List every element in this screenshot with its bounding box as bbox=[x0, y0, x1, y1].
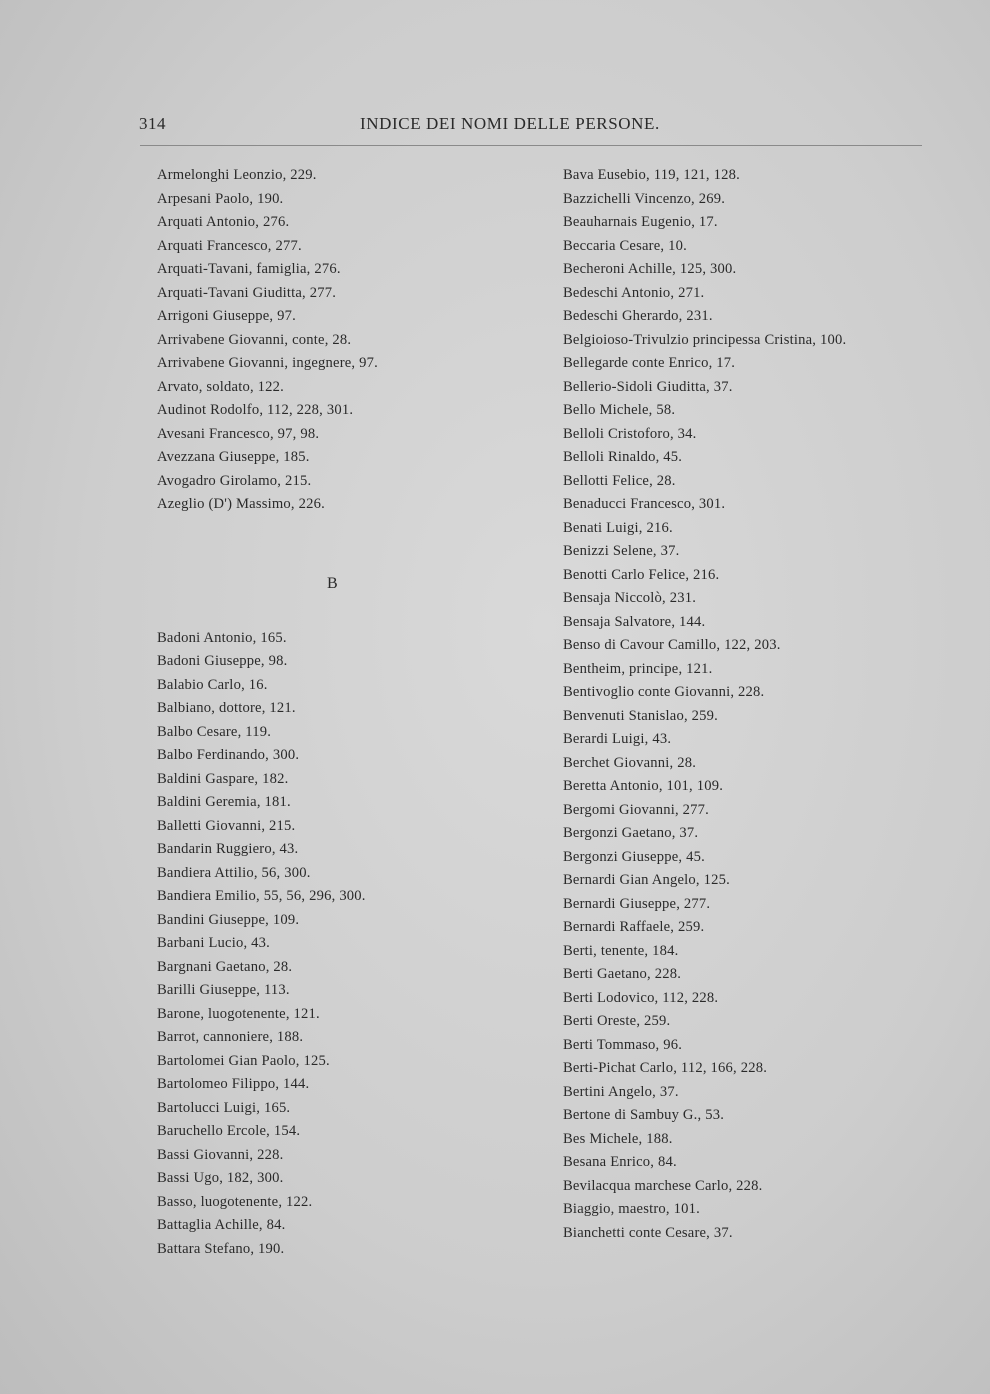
index-entry: Balbiano, dottore, 121. bbox=[157, 700, 296, 716]
index-entry: Balbo Cesare, 119. bbox=[157, 723, 272, 740]
index-entry: Berti Oreste, 259. bbox=[563, 1013, 671, 1029]
index-entry: Avesani Francesco, 97, 98. bbox=[157, 425, 320, 442]
index-entry: Bandiera Emilio, 55, 56, 296, 300. bbox=[157, 888, 366, 904]
right-column bbox=[563, 164, 943, 1245]
index-entry: Battaglia Achille, 84. bbox=[157, 1217, 286, 1233]
index-entry: Baruchello Ercole, 154. bbox=[157, 1123, 301, 1139]
index-entry: Bassi Ugo, 182, 300. bbox=[157, 1170, 284, 1186]
index-entry: Barone, luogotenente, 121. bbox=[157, 1005, 320, 1022]
index-entry: Avezzana Giuseppe, 185. bbox=[157, 449, 310, 465]
index-entry: Bianchetti conte Cesare, 37. bbox=[563, 1224, 733, 1241]
index-entry: Audinot Rodolfo, 112, 228, 301. bbox=[157, 402, 354, 418]
index-entry: Bentheim, principe, 121. bbox=[563, 660, 713, 677]
index-entry: Berti, tenente, 184. bbox=[563, 942, 679, 959]
index-entry: Avogadro Girolamo, 215. bbox=[157, 472, 312, 489]
index-entry: Benizzi Selene, 37. bbox=[563, 543, 680, 559]
index-entry: Bevilacqua marchese Carlo, 228. bbox=[563, 1177, 763, 1194]
index-entry: Berti-Pichat Carlo, 112, 166, 228. bbox=[563, 1060, 768, 1076]
index-entry: Beauharnais Eugenio, 17. bbox=[563, 214, 718, 230]
index-entry: Berti Tommaso, 96. bbox=[563, 1036, 683, 1053]
index-entry: Bandarin Ruggiero, 43. bbox=[157, 841, 299, 857]
index-entry: Bes Michele, 188. bbox=[563, 1130, 673, 1147]
index-entry: Beccaria Cesare, 10. bbox=[563, 237, 687, 254]
index-entry: Baldini Gaspare, 182. bbox=[157, 770, 289, 787]
index-entry: Bernardi Gian Angelo, 125. bbox=[563, 872, 730, 888]
index-entry: Bergonzi Gaetano, 37. bbox=[563, 825, 699, 841]
page-title: INDICE DEI NOMI DELLE PERSONE. bbox=[360, 114, 660, 133]
index-entry: Belloli Rinaldo, 45. bbox=[563, 449, 683, 465]
index-entry: Bartolucci Luigi, 165. bbox=[157, 1099, 291, 1116]
index-entry: Badoni Antonio, 165. bbox=[157, 629, 287, 646]
index-entry: Armelonghi Leonzio, 229. bbox=[157, 167, 317, 183]
index-entry: Bernardi Raffaele, 259. bbox=[563, 919, 705, 935]
index-entry: Benso di Cavour Camillo, 122, 203. bbox=[563, 637, 781, 653]
left-column bbox=[157, 164, 547, 1261]
index-entry: Belloli Cristoforo, 34. bbox=[563, 425, 697, 442]
index-entry: Belgioioso-Trivulzio principessa Cristina, 100. bbox=[563, 331, 847, 348]
index-entry: Becheroni Achille, 125, 300. bbox=[563, 261, 737, 277]
index-entry: Bensaja Niccolò, 231. bbox=[563, 590, 697, 606]
index-entry: Berchet Giovanni, 28. bbox=[563, 754, 697, 771]
index-group-b bbox=[157, 627, 547, 1262]
index-entry: Bava Eusebio, 119, 121, 128. bbox=[563, 167, 740, 183]
index-entry: Barrot, cannoniere, 188. bbox=[157, 1029, 304, 1045]
index-entry: Bandiera Attilio, 56, 300. bbox=[157, 864, 311, 881]
index-entry: Bertini Angelo, 37. bbox=[563, 1083, 679, 1100]
index-entry: Bellotti Felice, 28. bbox=[563, 472, 676, 489]
index-entry: Bernardi Giuseppe, 277. bbox=[563, 895, 711, 912]
index-entry: Bartolomei Gian Paolo, 125. bbox=[157, 1052, 330, 1069]
index-entry: Barilli Giuseppe, 113. bbox=[157, 982, 290, 998]
index-entry: Bergomi Giovanni, 277. bbox=[563, 801, 710, 818]
index-entry: Arrigoni Giuseppe, 97. bbox=[157, 308, 296, 324]
index-entry: Bertone di Sambuy G., 53. bbox=[563, 1107, 725, 1123]
header-rule bbox=[140, 145, 922, 146]
index-entry: Arquati Antonio, 276. bbox=[157, 214, 290, 230]
index-entry: Balbo Ferdinando, 300. bbox=[157, 747, 300, 763]
index-entry: Battara Stefano, 190. bbox=[157, 1240, 285, 1257]
index-entry: Bassi Giovanni, 228. bbox=[157, 1146, 284, 1163]
index-entry: Baldini Geremia, 181. bbox=[157, 794, 291, 810]
index-entry: Bargnani Gaetano, 28. bbox=[157, 958, 293, 975]
index-entry: Badoni Giuseppe, 98. bbox=[157, 653, 288, 669]
index-entry: Biaggio, maestro, 101. bbox=[563, 1201, 700, 1217]
index-entry: Berti Lodovico, 112, 228. bbox=[563, 989, 719, 1006]
index-entry: Bellegarde conte Enrico, 17. bbox=[563, 355, 736, 371]
index-entry: Bello Michele, 58. bbox=[563, 402, 676, 418]
page-number: 314 bbox=[139, 114, 166, 133]
index-group-a bbox=[157, 164, 547, 517]
index-entry: Balletti Giovanni, 215. bbox=[157, 817, 296, 834]
index-entry: Bergonzi Giuseppe, 45. bbox=[563, 848, 705, 865]
index-entry: Benati Luigi, 216. bbox=[563, 519, 673, 536]
index-entry: Arrivabene Giovanni, conte, 28. bbox=[157, 331, 352, 348]
index-entry: Benvenuti Stanislao, 259. bbox=[563, 707, 718, 724]
index-entry: Bedeschi Antonio, 271. bbox=[563, 284, 705, 301]
index-entry: Bensaja Salvatore, 144. bbox=[563, 613, 706, 630]
index-entry: Beretta Antonio, 101, 109. bbox=[563, 778, 724, 794]
index-entry: Bartolomeo Filippo, 144. bbox=[157, 1076, 310, 1092]
index-entry: Bazzichelli Vincenzo, 269. bbox=[563, 190, 726, 207]
index-group-right bbox=[563, 164, 943, 1245]
index-entry: Arquati-Tavani, famiglia, 276. bbox=[157, 261, 341, 277]
section-spacer bbox=[157, 607, 547, 627]
index-entry: Arvato, soldato, 122. bbox=[157, 378, 285, 395]
index-entry: Barbani Lucio, 43. bbox=[157, 935, 271, 951]
index-entry: Bentivoglio conte Giovanni, 228. bbox=[563, 684, 765, 700]
index-entry: Arquati Francesco, 277. bbox=[157, 237, 302, 254]
section-heading-b: B bbox=[327, 574, 338, 592]
index-entry: Bedeschi Gherardo, 231. bbox=[563, 308, 713, 324]
index-entry: Basso, luogotenente, 122. bbox=[157, 1193, 313, 1210]
index-entry: Azeglio (D') Massimo, 226. bbox=[157, 496, 325, 512]
index-entry: Besana Enrico, 84. bbox=[563, 1154, 677, 1170]
index-entry: Bandini Giuseppe, 109. bbox=[157, 911, 300, 928]
index-entry: Bellerio-Sidoli Giuditta, 37. bbox=[563, 378, 733, 395]
index-entry: Arpesani Paolo, 190. bbox=[157, 190, 284, 207]
index-entry: Benotti Carlo Felice, 216. bbox=[563, 566, 720, 583]
index-entry: Balabio Carlo, 16. bbox=[157, 676, 268, 693]
index-entry: Berti Gaetano, 228. bbox=[563, 966, 682, 982]
index-entry: Arrivabene Giovanni, ingegnere, 97. bbox=[157, 355, 378, 371]
index-entry: Arquati-Tavani Giuditta, 277. bbox=[157, 284, 337, 301]
index-entry: Benaducci Francesco, 301. bbox=[563, 496, 726, 512]
index-entry: Berardi Luigi, 43. bbox=[563, 731, 672, 747]
section-spacer bbox=[157, 517, 547, 560]
